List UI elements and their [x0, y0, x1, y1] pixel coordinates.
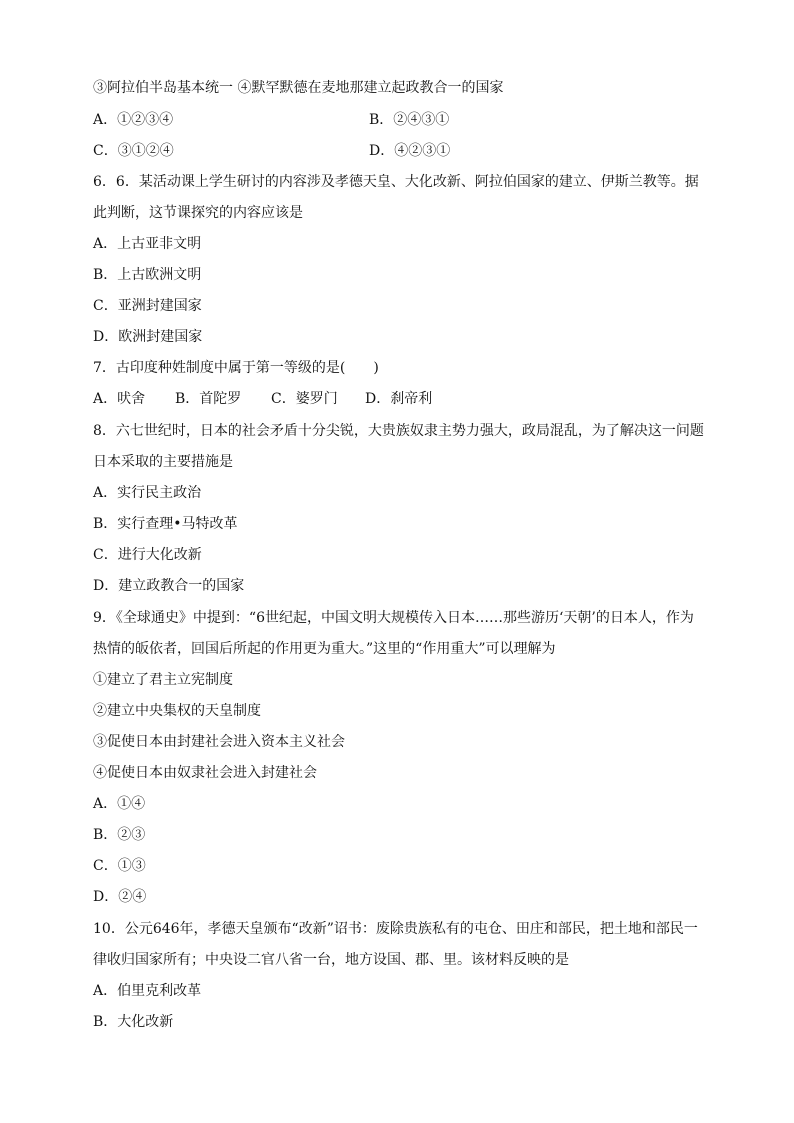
q7-option-c[interactable]: C．婆罗门: [271, 391, 338, 407]
q5-items-line: ③阿拉伯半岛基本统一 ④默罕默德在麦地那建立起政教合一的国家: [93, 80, 504, 96]
q9-option-a[interactable]: A．①④: [93, 796, 146, 812]
q10-option-a[interactable]: A．伯里克利改革: [93, 983, 202, 999]
q6-option-b[interactable]: B．上古欧洲文明: [93, 267, 202, 283]
q10-option-b[interactable]: B．大化改新: [93, 1014, 174, 1030]
q8-option-d[interactable]: D．建立政教合一的国家: [93, 578, 245, 594]
q7-option-d[interactable]: D．刹帝利: [365, 391, 433, 407]
q5-option-b[interactable]: B．②④③①: [369, 112, 450, 128]
q6-option-d[interactable]: D．欧洲封建国家: [93, 329, 203, 345]
q9-item-2: ②建立中央集权的天皇制度: [93, 703, 261, 719]
q6-stem-line2: 此判断，这节课探究的内容应该是: [93, 205, 303, 221]
q6-stem-line1: 6．6．某活动课上学生研讨的内容涉及孝德天皇、大化改新、阿拉伯国家的建立、伊斯兰教等。据: [93, 174, 699, 190]
q10-stem-line2: 律收归国家所有；中央设二官八省一台，地方设国、郡、里。该材料反映的是: [93, 952, 569, 968]
q9-option-b[interactable]: B．②③: [93, 827, 146, 843]
q8-stem-line2: 日本采取的主要措施是: [93, 454, 233, 470]
q9-stem-line1: 9．《全球通史》中提到：“6世纪起，中国文明大规模传入日本……那些游历‘天朝’的日本人，作为: [93, 610, 694, 626]
q9-item-1: ①建立了君主立宪制度: [93, 672, 233, 688]
q8-option-c[interactable]: C．进行大化改新: [93, 547, 202, 563]
q5-option-d[interactable]: D．④②③①: [369, 143, 451, 159]
q9-option-d[interactable]: D．②④: [93, 889, 147, 905]
q9-item-4: ④促使日本由奴隶社会进入封建社会: [93, 765, 317, 781]
q8-option-a[interactable]: A．实行民主政治: [93, 485, 202, 501]
q10-stem-line1: 10．公元646年，孝德天皇颁布“改新”诏书：废除贵族私有的屯仓、田庄和部民，把土地和部民一: [93, 921, 698, 937]
q7-options-row: [93, 389, 432, 409]
q8-option-b[interactable]: B．实行查理•马特改革: [93, 516, 238, 532]
q9-stem-line2: 热情的皈依者，回国后所起的作用更为重大。”这里的“作用重大”可以理解为: [93, 641, 556, 657]
q5-option-a[interactable]: A．①②③④: [93, 112, 174, 128]
q9-item-3: ③促使日本由封建社会进入资本主义社会: [93, 734, 345, 750]
q9-option-c[interactable]: C．①③: [93, 858, 146, 874]
q8-stem-line1: 8．六七世纪时，日本的社会矛盾十分尖锐，大贵族奴隶主势力强大，政局混乱，为了解决这一问题: [93, 423, 704, 439]
q7-option-a[interactable]: A．吠舍: [93, 391, 146, 407]
q6-option-a[interactable]: A．上古亚非文明: [93, 236, 202, 252]
q7-stem: 7．古印度种姓制度中属于第一等级的是( ): [93, 360, 379, 376]
q5-option-c[interactable]: C．③①②④: [93, 143, 174, 159]
q6-option-c[interactable]: C．亚洲封建国家: [93, 298, 202, 314]
q7-option-b[interactable]: B．首陀罗: [175, 391, 242, 407]
